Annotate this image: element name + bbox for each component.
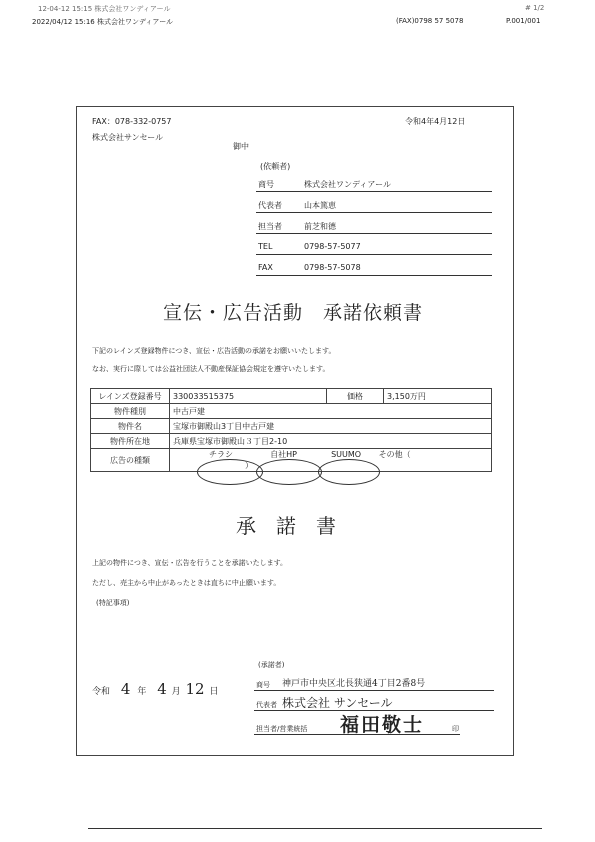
- to-fax-number: FAX：078-332-0757: [92, 117, 172, 126]
- approver-company-value: 神戸市中央区北長狭通4丁目2番8号: [282, 679, 426, 689]
- requester-row-fax: [256, 263, 492, 276]
- date-year: 4: [120, 680, 131, 698]
- requester-label: 担当者: [258, 222, 282, 231]
- approver-person-value: 福田敬士: [340, 714, 425, 736]
- ad-type-label: 広告の種類: [91, 449, 170, 472]
- requester-row-tel: [256, 242, 492, 255]
- approval-title: 承 諾 書: [236, 514, 336, 538]
- approver-company-row: [254, 676, 494, 691]
- table-row: [91, 434, 492, 449]
- footer-rule: [88, 828, 542, 829]
- date-month-unit: 月: [171, 687, 181, 697]
- requester-label: TEL: [258, 242, 273, 251]
- ad-option-suumo: SUUMO: [331, 450, 362, 459]
- letter-date: 令和4年4月12日: [405, 117, 466, 126]
- fax-header-page-mark: # 1/2: [525, 4, 545, 12]
- date-day-unit: 日: [209, 687, 219, 697]
- approver-heading: (承諾者): [258, 661, 285, 669]
- requester-row-person: [256, 221, 492, 234]
- date-year-unit: 年: [137, 687, 147, 697]
- requester-value: 株式会社ワンディアール: [304, 180, 391, 189]
- approver-person-label: 担当者/営業統括: [256, 725, 308, 733]
- approver-company-label: 商号: [256, 681, 270, 689]
- approval-text-1: 上記の物件につき、宣伝・広告を行うことを承諾いたします。: [92, 559, 288, 567]
- property-type-value: 中古戸建: [170, 404, 492, 419]
- requester-value: 前芝和德: [304, 222, 336, 231]
- date-month: 4: [157, 680, 167, 698]
- fax-header-page: P.001/001: [506, 17, 541, 25]
- document-title: 宣伝・広告活動 承諾依頼書: [163, 302, 424, 324]
- price-value: 3,150万円: [384, 389, 492, 404]
- approval-date: [92, 680, 219, 698]
- table-row: [91, 389, 492, 404]
- approval-text-2: ただし、売主から中止があったときは直ちに中止願います。: [92, 579, 281, 587]
- requester-label: 代表者: [258, 201, 282, 210]
- intro-line-2: なお、実行に際しては公益社団法人不動産保証協会規定を遵守いたします。: [92, 365, 330, 373]
- property-type-label: 物件種別: [91, 404, 170, 419]
- ad-option-other-close: ）: [245, 461, 253, 470]
- reins-label: レインズ登録番号: [91, 389, 170, 404]
- requester-value: 山本篤恵: [304, 201, 336, 210]
- table-row: [91, 419, 492, 434]
- fax-header-line1: 12-04-12 15:15 株式会社ワンディアール: [38, 5, 171, 13]
- requester-label: FAX: [258, 263, 273, 272]
- property-name-value: 宝塚市御殿山3丁目中古戸建: [170, 419, 492, 434]
- approver-rep-row: [254, 694, 494, 711]
- requester-value: 0798-57-5078: [304, 263, 361, 272]
- table-row: [91, 404, 492, 419]
- price-label: 価格: [327, 389, 384, 404]
- date-era: 令和: [92, 687, 111, 697]
- approver-rep-label: 代表者: [256, 701, 277, 709]
- requester-row-company: [256, 179, 492, 192]
- honorific: 御中: [233, 142, 249, 151]
- addressee: 株式会社サンセール: [92, 133, 164, 142]
- fax-header-datetime: 2022/04/12 15:16 株式会社ワンディアール: [32, 18, 174, 26]
- reins-value: 330033515375: [170, 389, 327, 404]
- seal-mark: 印: [452, 725, 459, 733]
- circle-mark-own-homepage: [256, 459, 322, 485]
- ad-option-other: その他（: [378, 450, 411, 459]
- date-day: 12: [185, 680, 205, 698]
- special-notes: (特記事項): [96, 599, 130, 607]
- requester-label: 商号: [258, 180, 274, 189]
- property-name-label: 物件名: [91, 419, 170, 434]
- requester-row-representative: [256, 200, 492, 213]
- approver-rep-value: 株式会社 サンセール: [282, 696, 393, 710]
- circle-mark-flyer: [197, 459, 263, 485]
- ad-option-flyer: チラシ: [209, 450, 233, 459]
- property-address-label: 物件所在地: [91, 434, 170, 449]
- requester-value: 0798-57-5077: [304, 242, 361, 251]
- circle-mark-suumo: [318, 459, 380, 485]
- fax-header-fax-number: (FAX)0798 57 5078: [396, 17, 464, 25]
- ad-option-own-homepage: 自社HP: [270, 450, 297, 459]
- approver-person-row: [254, 714, 460, 735]
- intro-line-1: 下記のレインズ登録物件につき、宣伝・広告活動の承諾をお願いいたします。: [92, 347, 336, 355]
- property-address-value: 兵庫県宝塚市御殿山３丁目2-10: [170, 434, 492, 449]
- requester-heading: (依頼者): [260, 162, 291, 171]
